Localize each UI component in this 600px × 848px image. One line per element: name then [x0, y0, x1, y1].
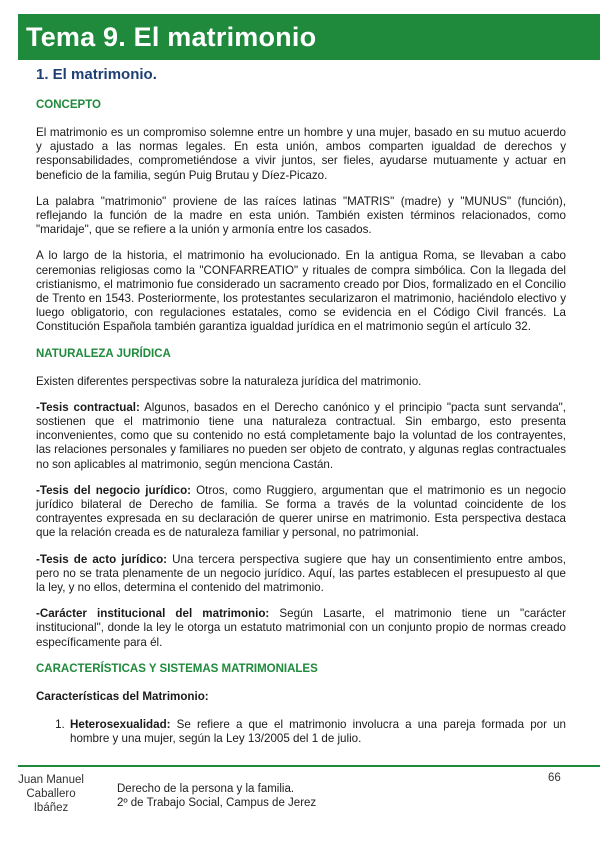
footer-course [117, 782, 316, 810]
page-number: 66 [548, 772, 561, 784]
author-line: Caballero [26, 788, 76, 800]
tesis-term: -Tesis de acto jurídico: [36, 552, 168, 566]
tesis-term: -Tesis del negocio jurídico: [36, 483, 192, 497]
list-item [68, 718, 566, 746]
tesis-paragraph [36, 553, 566, 596]
tesis-paragraph [36, 607, 566, 650]
author-line: Ibáñez [33, 802, 69, 814]
course-line: Derecho de la persona y la familia. [117, 783, 295, 795]
list-item-text: Se refiere a que el matrimonio involucra a una pareja formada por un hombre y una mujer, según la Ley 13/2005 del 1 de julio. [70, 717, 566, 746]
concepto-paragraph: La palabra "matrimonio" proviene de las raíces latinas "MATRIS" (madre) y "MUNUS" (función), reflejando la función de la madre en esta unión. También existen términos relacionados, como "maridaje", que se refiere a la unión y armonía entre los casados. [36, 194, 566, 237]
tesis-term: -Carácter institucional del matrimonio: [36, 607, 270, 621]
tesis-text: Una tercera perspectiva sugiere que hay un consentimiento entre ambos, pero no se trata plenamente de un negocio jurídico. Aquí, las partes establecen el presupuesto al que la ley, y no ellos, determina el contenido del matrimonio. [36, 552, 566, 595]
author-line: Juan Manuel [18, 774, 84, 786]
page-header [18, 14, 600, 60]
tesis-term: -Tesis contractual: [36, 400, 140, 414]
footer-divider [18, 765, 600, 767]
caracteristicas-subheading: Características del Matrimonio: [36, 689, 209, 703]
caracteristicas-list [36, 718, 566, 746]
section-title: 1. El matrimonio. [36, 66, 157, 83]
tesis-paragraph [36, 484, 566, 541]
document-body [36, 66, 566, 746]
footer-author [12, 773, 90, 815]
tesis-paragraph [36, 401, 566, 472]
naturaleza-heading: NATURALEZA JURÍDICA [36, 347, 171, 360]
list-item-term: Heterosexualidad: [70, 717, 171, 731]
caracteristicas-heading: CARACTERÍSTICAS Y SISTEMAS MATRIMONIALES [36, 662, 318, 675]
tesis-text: Algunos, basados en el Derecho canónico y el principio "pacta sunt servanda", sostienen que el matrimonio tiene una naturaleza contractual. Sin embargo, esto presenta inconvenientes, como que su contenido no está completamente bajo la voluntad de los contrayentes, las relaciones personales y familiares no pueden ser objeto de contrato, y algunas reglas contractuales no son aplicables al matrimonio, según menciona Castán. [36, 400, 566, 471]
tesis-text: Otros, como Ruggiero, argumentan que el matrimonio es un negocio jurídico bilateral de Derecho de familia. Se forma a través de la voluntad coincidente de los contrayentes expresada en su declaración de querer unirse en matrimonio. Esta perspectiva destaca que la relación creada es de naturaleza familiar y personal, no patrimonial. [36, 483, 566, 540]
concepto-paragraph: El matrimonio es un compromiso solemne entre un hombre y una mujer, basado en su mutuo acuerdo y ajustado a las normas legales. En esta unión, ambos comparten igualdad de derechos y responsabilidades, comprometiéndose a vivir juntos, ser fieles, ayudarse mutuamente y actuar en beneficio de la familia, según Puig Brutau y Díez-Picazo. [36, 126, 566, 182]
tesis-text: Según Lasarte, el matrimonio tiene un "carácter institucional", donde la ley le otorga un estatuto matrimonial con un conjunto propio de normas creado específicamente para él. [36, 607, 566, 649]
course-line: 2º de Trabajo Social, Campus de Jerez [117, 797, 317, 809]
concepto-heading: CONCEPTO [36, 99, 101, 111]
naturaleza-intro: Existen diferentes perspectivas sobre la naturaleza jurídica del matrimonio. [36, 374, 422, 388]
concepto-paragraph: A lo largo de la historia, el matrimonio ha evolucionado. En la antigua Roma, se llevaban a cabo ceremonias religiosas como la "CONFARREATIO" y rituales de compra simbólica. Con la llegada del cristianismo, el matrimonio fue considerado un sacramento creado por Dios, formalizado en el Concilio de Trento en 1543. Posteriormente, los protestantes secularizaron el matrimonio, haciéndolo electivo y luego obligatorio, con regulaciones estatales, como se evidencia en el Código Civil francés. La Constitución Española también garantiza igualdad jurídica en el matrimonio según el artículo 32. [36, 249, 566, 334]
page-title: Tema 9. El matrimonio [26, 22, 317, 52]
